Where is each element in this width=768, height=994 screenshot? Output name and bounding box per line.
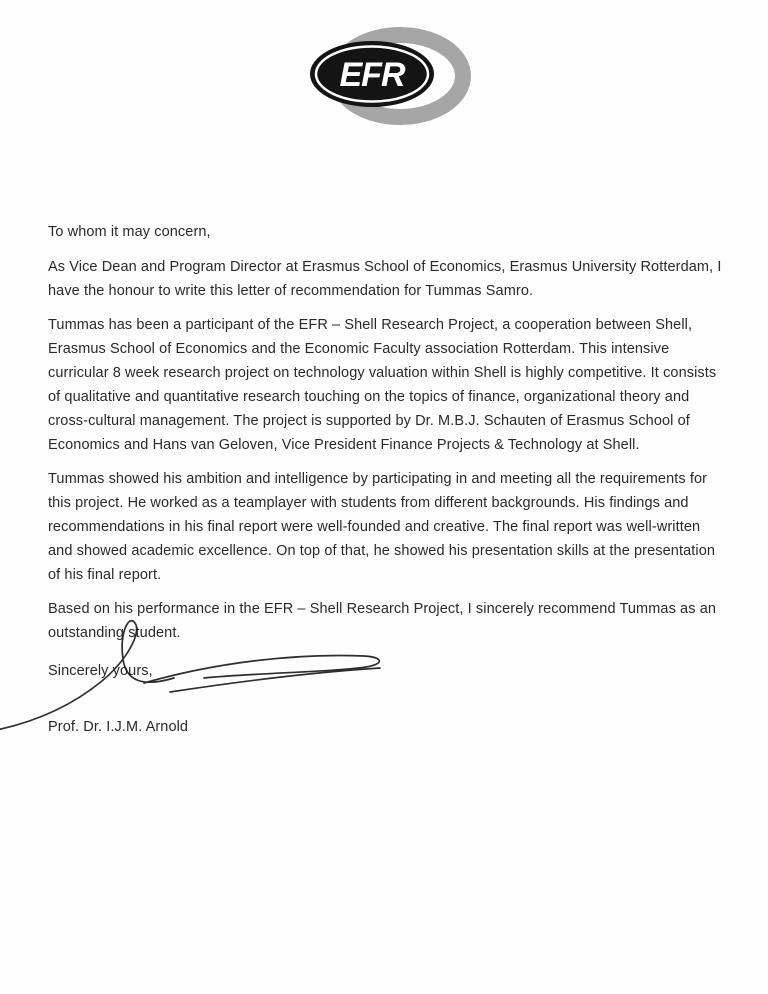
logo-text: EFR [339,56,404,94]
paragraph-recommendation: Based on his performance in the EFR – Shell Research Project, I sincerely recommend Tummas as an outstanding student. [48,601,717,641]
closing-line: Sincerely yours, [48,663,153,679]
paragraph-project-description: Tummas has been a participant of the EFR – Shell Research Project, a cooperation between Shell, Erasmus School of Economics and the Economic Faculty association Rotterdam. This intensive curricular 8 week research project on technology valuation within Shell is highly competitive. It consists of qualitative and quantitative research touching on the topics of finance, organizational theory and cross-cultural management. The project is supported by Dr. M.B.J. Schauten of Erasmus School of Economics and Hans van Geloven, Vice President Finance Projects & Technology at Shell. [48,317,717,453]
salutation: To whom it may concern, [48,224,211,240]
letter-body [0,220,768,739]
efr-logo-graphic [292,22,477,128]
paragraph-intro: As Vice Dean and Program Director at Erasmus School of Economics, Erasmus University Rotterdam, I have the honour to write this letter of recommendation for Tummas Samro. [48,259,722,299]
efr-logo [0,0,768,128]
paragraph-performance: Tummas showed his ambition and intelligence by participating in and meeting all the requirements for this project. He worked as a teamplayer with students from different backgrounds. His findings and recommendations in his final report were well-founded and creative. The final report was well-written and showed academic excellence. On top of that, he showed his presentation skills at the presentation of his final report. [48,471,716,583]
signer-name: Prof. Dr. I.J.M. Arnold [48,719,189,735]
